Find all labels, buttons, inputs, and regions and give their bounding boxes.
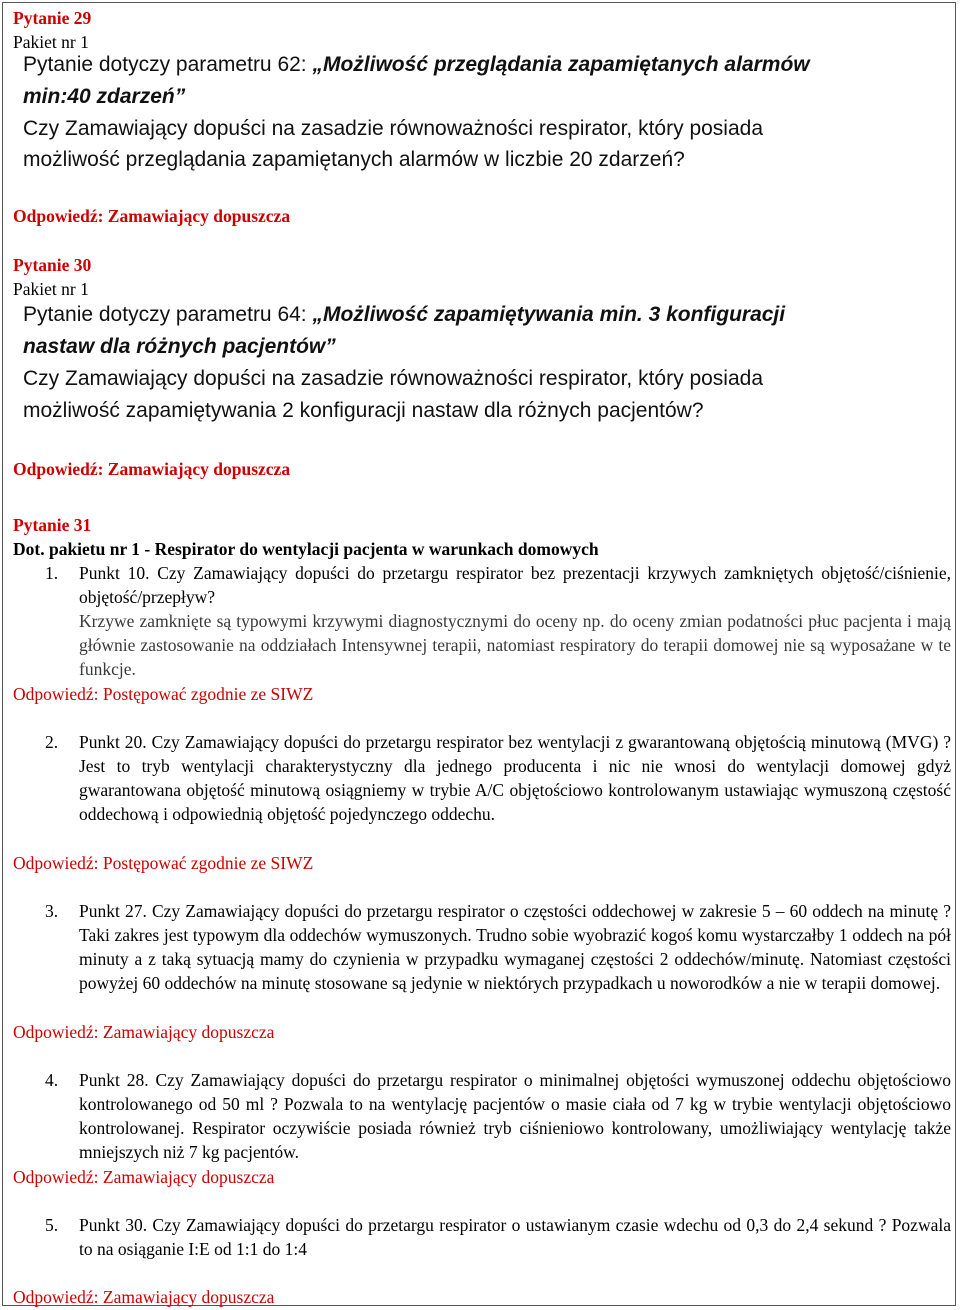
list-item-question: Punkt 30. Czy Zamawiający dopuści do przetargu respirator o ustawianym czasie wdechu od 0,3 do 2,4 sekund ? Pozwala to na osiąganie I:E od 1:1 do 1:4 [79, 1215, 951, 1259]
scan-prefix: Pytanie dotyczy parametru 64: [23, 303, 313, 326]
scan-line: możliwość zapamiętywania 2 konfiguracji nastaw dla różnych pacjentów? [23, 399, 704, 422]
question-29-heading: Pytanie 29 [13, 8, 92, 28]
question-29-package: Pakiet nr 1 [13, 32, 89, 52]
question-29-answer: Odpowiedź: Zamawiający dopuszcza [13, 206, 291, 226]
question-31-subtitle: Dot. pakietu nr 1 - Respirator do wentylacji pacjenta w warunkach domowych [13, 539, 599, 559]
list-item-number: 1. [45, 563, 59, 583]
scan-prefix: Pytanie dotyczy parametru 62: [23, 53, 313, 76]
scan-line: Czy Zamawiający dopuści na zasadzie równoważności respirator, który posiada [23, 367, 764, 390]
item-4-answer: Odpowiedź: Zamawiający dopuszcza [13, 1167, 275, 1187]
list-item-question: Punkt 27. Czy Zamawiający dopuści do przetargu respirator o częstości oddechowej w zakresie 5 – 60 oddech na minutę ? Taki zakres jest typowym dla oddechów wymuszonych. Trudno sobie wyobrazić kogoś komu wystarczałby 1 oddech na pół minuty a z taką sytuacją mamy do czynienia w przypadku wymaganej częstości 2 oddechów/minutę. Natomiast częstości powyżej 60 oddechów na minutę stosowane są jedynie w niektórych przypadkach u noworodków a nie w terapii domowej. [79, 901, 951, 993]
item-3-answer: Odpowiedź: Zamawiający dopuszcza [13, 1022, 275, 1042]
list-item-number: 3. [45, 901, 59, 921]
scan-line: możliwość przeglądania zapamiętanych alarmów w liczbie 20 zdarzeń? [23, 148, 685, 171]
scan-bold-line: „Możliwość przeglądania zapamiętanych alarmów [312, 53, 810, 76]
scan-bold-line: min:40 zdarzeń” [23, 85, 186, 108]
list-item-explanation: Krzywe zamknięte są typowymi krzywymi diagnostycznymi do oceny np. do oceny zmian podatności płuc pacjenta i mają głównie zastosowanie na oddziałach Intensywnej terapii, natomiast respiratory do terapii domowej nie są wyposażane w te funkcje. [79, 611, 951, 679]
list-item-question: Punkt 10. Czy Zamawiający dopuści do przetargu respirator bez prezentacji krzywych zamkniętych objętość/ciśnienie, objętość/przepływ? [79, 563, 951, 607]
item-1-answer: Odpowiedź: Postępować zgodnie ze SIWZ [13, 684, 314, 704]
list-item-question: Punkt 20. Czy Zamawiający dopuści do przetargu respirator bez wentylacji z gwarantowaną objętością minutową (MVG) ? Jest to tryb wentylacji charakterystyczny dla jednego producenta i nic nie wnosi do wentylacji domowej gdyż gwarantowana objętość minutową osiągniemy w trybie A/C objętościowo kontrolowanym ustawiając wymuszoną częstość oddechową i odpowiednią objętość pojedynczego oddechu. [79, 732, 951, 824]
scan-line: Czy Zamawiający dopuści na zasadzie równoważności respirator, który posiada [23, 117, 764, 140]
document-page [2, 2, 956, 1306]
item-2-answer: Odpowiedź: Postępować zgodnie ze SIWZ [13, 853, 314, 873]
scan-bold-line: „Możliwość zapamiętywania min. 3 konfiguracji [312, 303, 786, 326]
list-item-question: Punkt 28. Czy Zamawiający dopuści do przetargu respirator o minimalnej objętości wymuszonej oddechu objętościowo kontrolowanego od 50 ml ? Pozwala to na wentylację pacjentów o masie ciała od 7 kg w trybie wentylacji objętościowo kontrolowanej. Respirator oczywiście posiada również tryb ciśnieniowo kontrolowany, umożliwiający wentylację także mniejszych niż 7 kg pacjentów. [79, 1070, 951, 1162]
question-30-package: Pakiet nr 1 [13, 279, 89, 299]
question-30-answer: Odpowiedź: Zamawiający dopuszcza [13, 459, 291, 479]
scan-bold-line: nastaw dla różnych pacjentów” [23, 335, 336, 358]
question-31-heading: Pytanie 31 [13, 515, 92, 535]
item-5-answer: Odpowiedź: Zamawiający dopuszcza [13, 1287, 275, 1307]
list-item-number: 2. [45, 732, 59, 752]
list-item-number: 5. [45, 1215, 59, 1235]
list-item-number: 4. [45, 1070, 59, 1090]
question-30-heading: Pytanie 30 [13, 255, 92, 275]
